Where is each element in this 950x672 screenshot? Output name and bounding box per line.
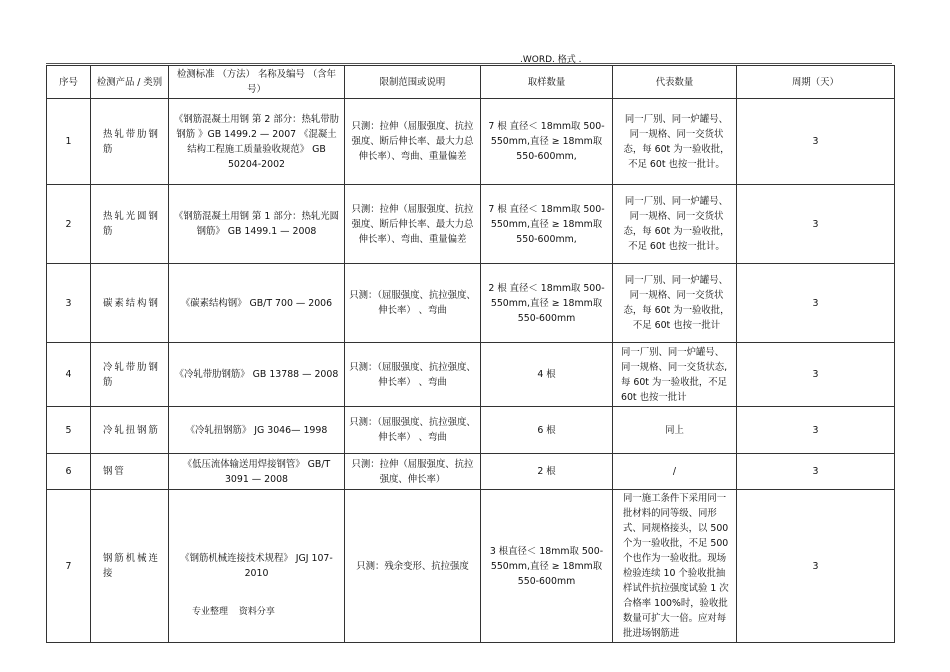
inspection-table xyxy=(46,65,895,643)
row-sampling: 2 根 xyxy=(481,454,613,490)
row-seq: 6 xyxy=(47,454,91,490)
row-standard: 《低压流体输送用焊接钢管》 GB/T 3091 — 2008 xyxy=(169,454,345,490)
table-row xyxy=(47,99,895,185)
header-seq: 序号 xyxy=(47,66,91,99)
table-row xyxy=(47,185,895,264)
row-seq: 2 xyxy=(47,185,91,264)
row-period: 3 xyxy=(737,185,895,264)
row-standard: 《冷轧带肋钢筋》 GB 13788 — 2008 xyxy=(169,343,345,407)
row-product: 热轧带肋钢筋 xyxy=(91,99,169,185)
row-representative: 同一厂别、同一炉罐号、同一规格、同一交货状态, 每 60t 为一验收批，不足 60t 也按一批计 xyxy=(613,343,737,407)
row-scope: 只测：拉伸（屈服强度、抗拉强度、断后伸长率、最大力总伸长率）、弯曲、重量偏差 xyxy=(345,185,481,264)
row-seq: 4 xyxy=(47,343,91,407)
row-sampling: 3 根直径＜ 18mm取 500-550mm,直径 ≥ 18mm取 550-600mm xyxy=(481,490,613,643)
header-sampling: 取样数量 xyxy=(481,66,613,99)
row-representative: 同一厂别、同一炉罐号、同一规格、同一交货状态，每 60t 为一验收批，不足 60t 也按一批计 xyxy=(613,264,737,343)
row-period: 3 xyxy=(737,407,895,454)
row-representative: 同一厂别、同一炉罐号、同一规格、同一交货状态，每 60t 为一验收批，不足 60t 也按一批计。 xyxy=(613,99,737,185)
row-scope: 只测：残余变形、抗拉强度 xyxy=(345,490,481,643)
table-row xyxy=(47,343,895,407)
row-product: 冷轧扭钢筋 xyxy=(91,407,169,454)
row-period: 3 xyxy=(737,343,895,407)
table-row xyxy=(47,454,895,490)
table-row xyxy=(47,264,895,343)
row-standard: 《钢筋混凝土用钢 第 1 部分：热轧光圆钢筋》 GB 1499.1 — 2008 xyxy=(169,185,345,264)
table-row xyxy=(47,407,895,454)
row-seq: 7 xyxy=(47,490,91,643)
row-standard: 《碳素结构钢》 GB/T 700 — 2006 xyxy=(169,264,345,343)
row-period: 3 xyxy=(737,99,895,185)
row-sampling: 7 根 直径＜ 18mm取 500-550mm,直径 ≥ 18mm取 550-600mm, xyxy=(481,185,613,264)
header-standard: 检测标准 （方法） 名称及编号 （含年号） xyxy=(169,66,345,99)
row-representative: 同一厂别、同一炉罐号、同一规格、同一交货状态，每 60t 为一验收批，不足 60t 也按一批计。 xyxy=(613,185,737,264)
row-standard: 《钢筋机械连接技术规程》 JGJ 107-2010 xyxy=(169,490,345,643)
row-scope: 只测：（屈服强度、抗拉强度、伸长率） 、弯曲 xyxy=(345,407,481,454)
row-sampling: 4 根 xyxy=(481,343,613,407)
row-period: 3 xyxy=(737,264,895,343)
row-standard: 《钢筋混凝土用钢 第 2 部分：热轧带肋钢筋 》GB 1499.2 — 2007 《混凝土结构工程施工质量验收规范》 GB 50204-2002 xyxy=(169,99,345,185)
row-product: 钢筋机械连接 xyxy=(91,490,169,643)
row-product: 钢管 xyxy=(91,454,169,490)
row-period: 3 xyxy=(737,490,895,643)
header-scope: 限制范围或说明 xyxy=(345,66,481,99)
row-period: 3 xyxy=(737,454,895,490)
row-scope: 只测：（屈服强度、抗拉强度、伸长率） 、弯曲 xyxy=(345,343,481,407)
row-seq: 3 xyxy=(47,264,91,343)
row-scope: 只测：拉伸（屈服强度、抗拉强度、伸长率） xyxy=(345,454,481,490)
table-header-row xyxy=(47,66,895,99)
row-sampling: 6 根 xyxy=(481,407,613,454)
page-header-note: .WORD. 格式 . xyxy=(520,55,582,65)
row-scope: 只测：（屈服强度、抗拉强度、伸长率） 、弯曲 xyxy=(345,264,481,343)
row-product: 热轧光圆钢筋 xyxy=(91,185,169,264)
row-representative: 同一施工条件下采用同一批材料的同等级、同形式、同规格接头，以 500 个为一验收批，不足 500 个也作为一验收批。现场检验连续 10 个验收批抽样试件抗拉强度试验 1 次合格率 100%时，验收批数量可扩大一倍。应对每批进场钢筋进 xyxy=(613,490,737,643)
row-product: 碳素结构钢 xyxy=(91,264,169,343)
table-row xyxy=(47,490,895,643)
row-scope: 只测：拉伸（屈服强度、抗拉强度、断后伸长率、最大力总伸长率）、弯曲、重量偏差 xyxy=(345,99,481,185)
row-seq: 5 xyxy=(47,407,91,454)
row-representative: 同上 xyxy=(613,407,737,454)
row-product: 冷轧带肋钢筋 xyxy=(91,343,169,407)
header-period: 周期（天） xyxy=(737,66,895,99)
header-product: 检测产品 / 类别 xyxy=(91,66,169,99)
header-representative: 代表数量 xyxy=(613,66,737,99)
row-seq: 1 xyxy=(47,99,91,185)
row-representative: / xyxy=(613,454,737,490)
row-sampling: 7 根 直径＜ 18mm取 500-550mm,直径 ≥ 18mm取 550-600mm, xyxy=(481,99,613,185)
footer-note: 专业整理 资料分享 xyxy=(192,607,275,617)
header-rule xyxy=(46,63,892,64)
row-standard: 《冷轧扭钢筋》 JG 3046— 1998 xyxy=(169,407,345,454)
row-sampling: 2 根 直径＜ 18mm取 500-550mm,直径 ≥ 18mm取 550-600mm xyxy=(481,264,613,343)
